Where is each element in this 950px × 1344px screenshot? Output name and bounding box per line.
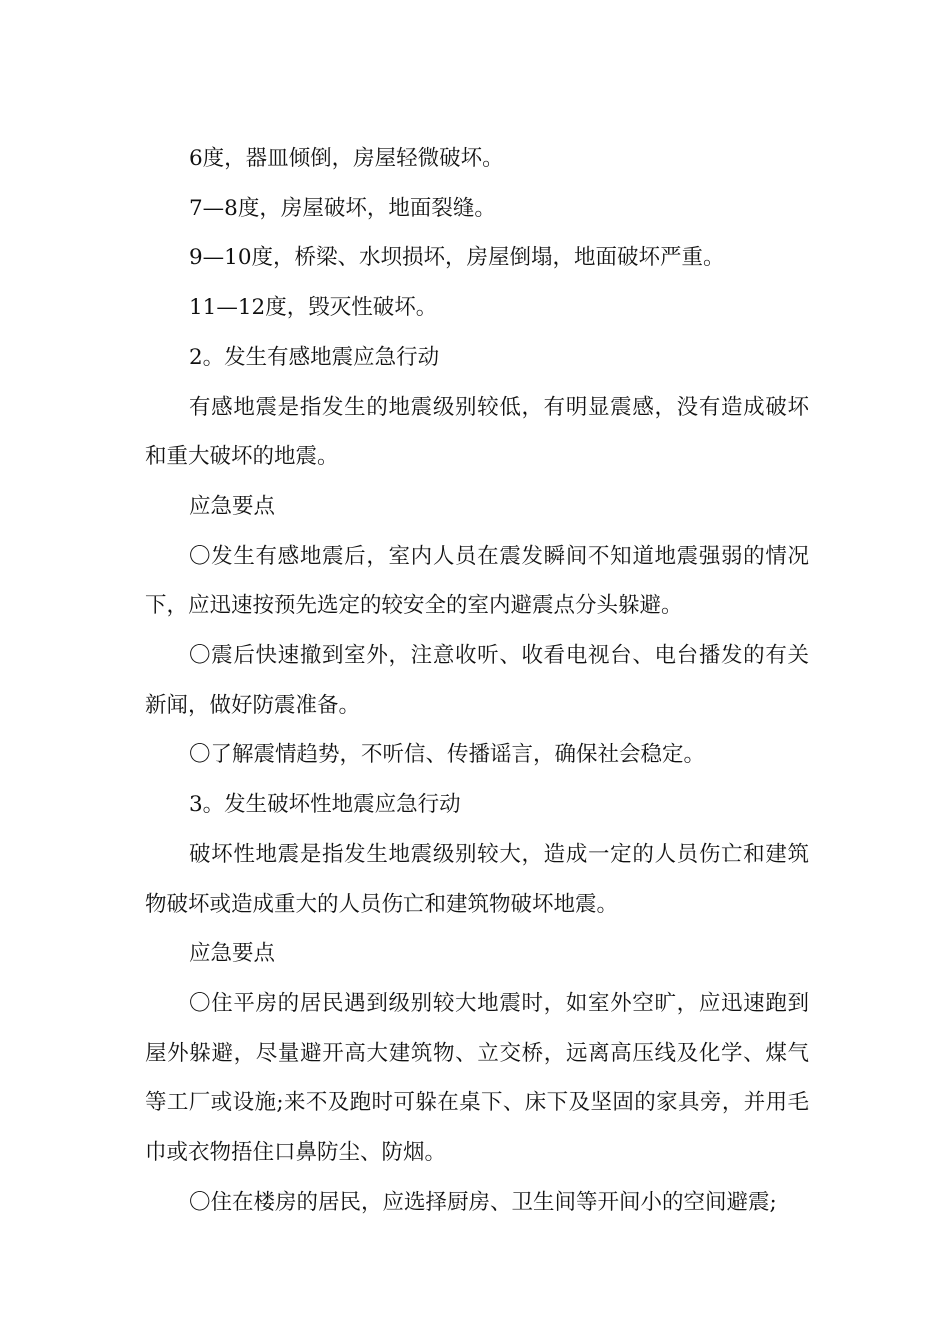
paragraph-destructive-earthquake-definition: 破坏性地震是指发生地震级别较大，造成一定的人员伤亡和建筑物破坏或造成重大的人员伤亡和建筑物破坏地震。 bbox=[145, 841, 809, 917]
list-item-avoid-rumors: 〇了解震情趋势，不听信、传播谣言，确保社会稳定。 bbox=[189, 742, 706, 768]
paragraph-intensity-7-8: 7—8度，房屋破坏，地面裂缝。 bbox=[189, 195, 496, 221]
list-item-indoor-shelter: 〇发生有感地震后，室内人员在震发瞬间不知道地震强弱的情况下，应迅速按预先选定的较安全的室内避震点分头躲避。 bbox=[145, 543, 809, 619]
paragraph-felt-earthquake-definition: 有感地震是指发生的地震级别较低，有明显震感，没有造成破坏和重大破坏的地震。 bbox=[145, 394, 809, 470]
subheading-key-points-2: 应急要点 bbox=[189, 941, 276, 967]
subheading-key-points-1: 应急要点 bbox=[189, 493, 276, 519]
paragraph-intensity-9-10: 9—10度，桥梁、水坝损坏，房屋倒塌，地面破坏严重。 bbox=[189, 245, 725, 271]
list-item-single-story-residents: 〇住平房的居民遇到级别较大地震时，如室外空旷，应迅速跑到屋外躲避，尽量避开高大建筑物、立交桥，远离高压线及化学、煤气等工厂或设施;来不及跑时可躲在桌下、床下及坚固的家具旁，并用毛巾或衣物捂住口鼻防尘、防烟。 bbox=[145, 990, 809, 1166]
list-item-apartment-residents: 〇住在楼房的居民，应选择厨房、卫生间等开间小的空间避震; bbox=[189, 1189, 777, 1215]
document-body bbox=[145, 134, 809, 1227]
paragraph-intensity-6: 6度，器皿倾倒，房屋轻微破坏。 bbox=[189, 146, 504, 171]
list-item-evacuate-outdoors: 〇震后快速撤到室外，注意收听、收看电视台、电台播发的有关新闻，做好防震准备。 bbox=[145, 643, 809, 718]
section-heading-felt-earthquake: 2。发生有感地震应急行动 bbox=[189, 344, 440, 370]
paragraph-intensity-11-12: 11—12度，毁灭性破坏。 bbox=[189, 295, 438, 321]
section-heading-destructive-earthquake: 3。发生破坏性地震应急行动 bbox=[189, 792, 461, 818]
